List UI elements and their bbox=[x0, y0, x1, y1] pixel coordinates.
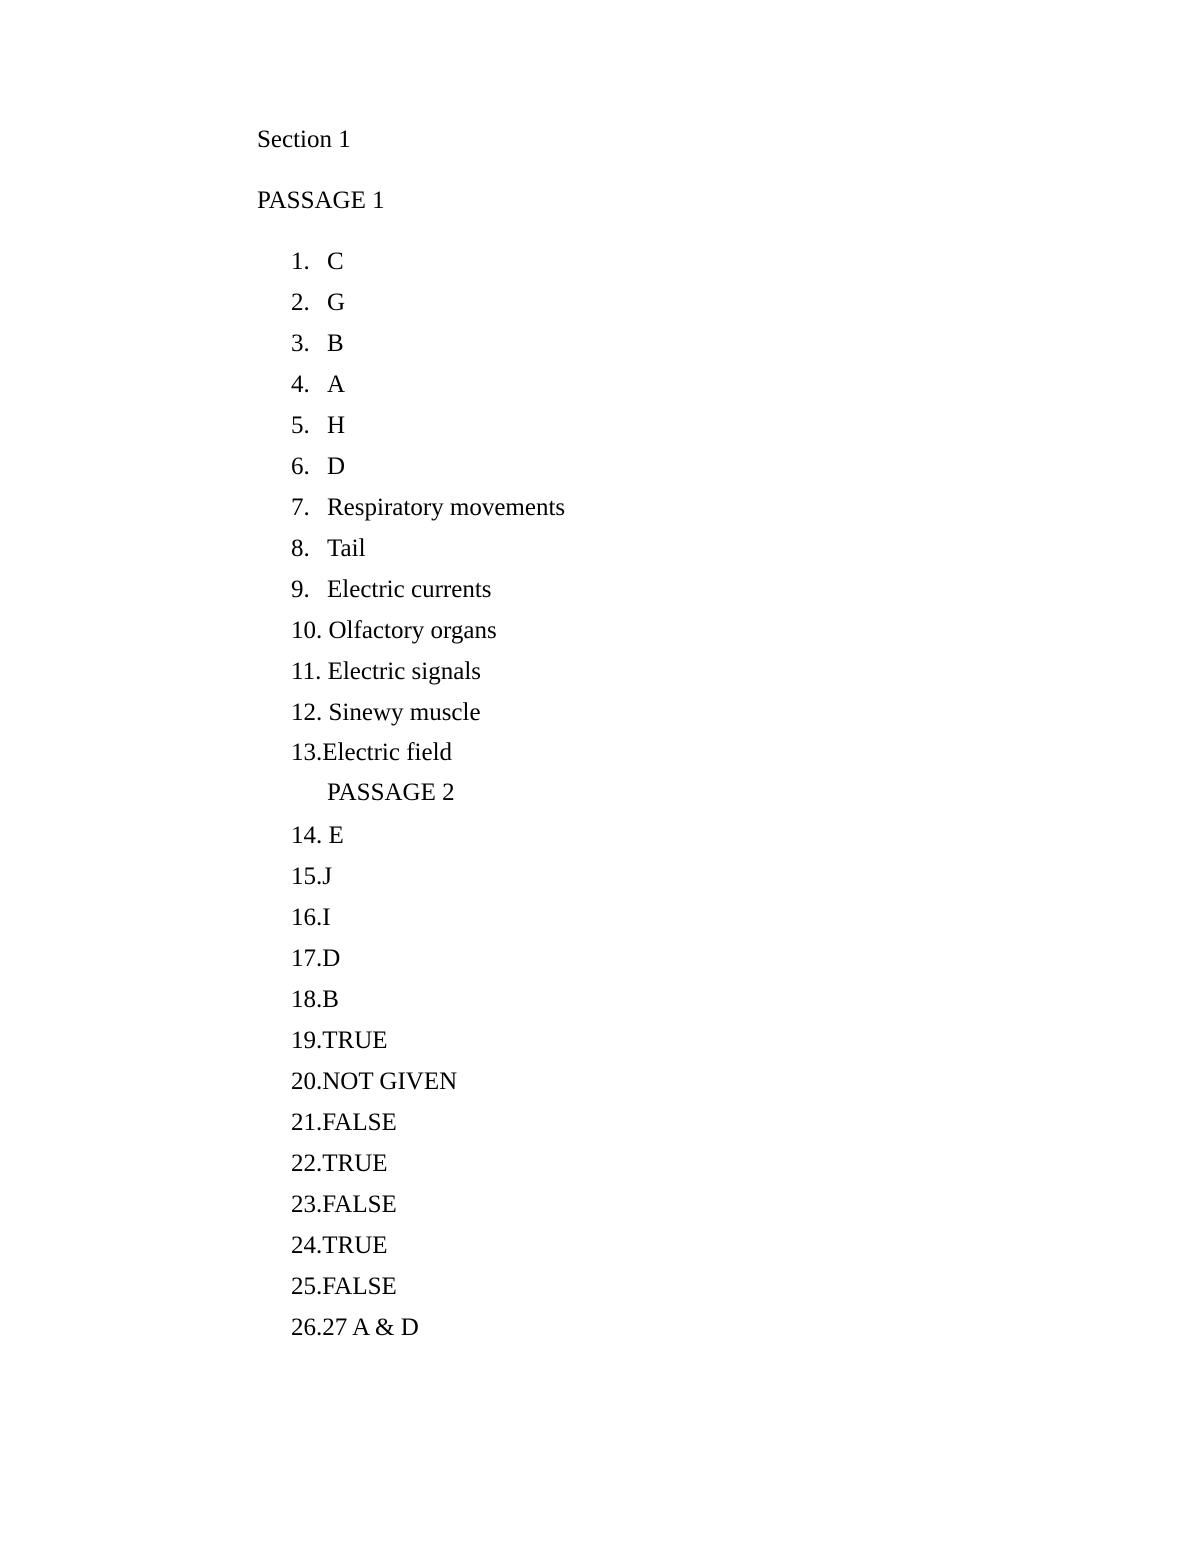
list-item: 18.B bbox=[291, 986, 339, 1013]
list-item-answer: A bbox=[327, 371, 346, 398]
list-item: 17.D bbox=[291, 945, 341, 972]
list-item: 11. Electric signals bbox=[291, 658, 481, 685]
list-item-answer: G bbox=[327, 289, 346, 316]
list-item: 21.FALSE bbox=[291, 1109, 397, 1136]
list-item: 13.Electric field bbox=[291, 739, 453, 766]
list-item-answer: D bbox=[327, 453, 346, 480]
list-item: 25.FALSE bbox=[291, 1273, 397, 1300]
list-item-number: 4. bbox=[291, 371, 310, 398]
list-item: 19.TRUE bbox=[291, 1027, 388, 1054]
list-item: 16.I bbox=[291, 904, 331, 931]
list-item: 24.TRUE bbox=[291, 1232, 388, 1259]
list-item-number: 3. bbox=[291, 330, 310, 357]
list-item-number: 2. bbox=[291, 289, 310, 316]
list-item-answer: H bbox=[327, 412, 346, 439]
list-item: 14. E bbox=[291, 822, 344, 849]
list-item-number: 6. bbox=[291, 453, 310, 480]
list-item: 20.NOT GIVEN bbox=[291, 1068, 458, 1095]
list-item-number: 9. bbox=[291, 576, 310, 603]
list-item-answer: Tail bbox=[327, 535, 366, 562]
list-item: 26.27 A & D bbox=[291, 1314, 419, 1341]
passage-2-title: PASSAGE 2 bbox=[327, 779, 455, 806]
passage-1-title: PASSAGE 1 bbox=[257, 187, 385, 214]
list-item-number: 1. bbox=[291, 248, 310, 275]
list-item-answer: C bbox=[327, 248, 344, 275]
list-item: 15.J bbox=[291, 863, 332, 890]
list-item: 10. Olfactory organs bbox=[291, 617, 497, 644]
section-title: Section 1 bbox=[257, 126, 351, 153]
list-item-answer: B bbox=[327, 330, 344, 357]
list-item-answer: Electric currents bbox=[327, 576, 492, 603]
list-item: 23.FALSE bbox=[291, 1191, 397, 1218]
list-item-number: 5. bbox=[291, 412, 310, 439]
list-item-number: 7. bbox=[291, 494, 310, 521]
list-item-number: 8. bbox=[291, 535, 310, 562]
list-item: 22.TRUE bbox=[291, 1150, 388, 1177]
list-item: 12. Sinewy muscle bbox=[291, 699, 481, 726]
list-item-answer: Respiratory movements bbox=[327, 494, 566, 521]
